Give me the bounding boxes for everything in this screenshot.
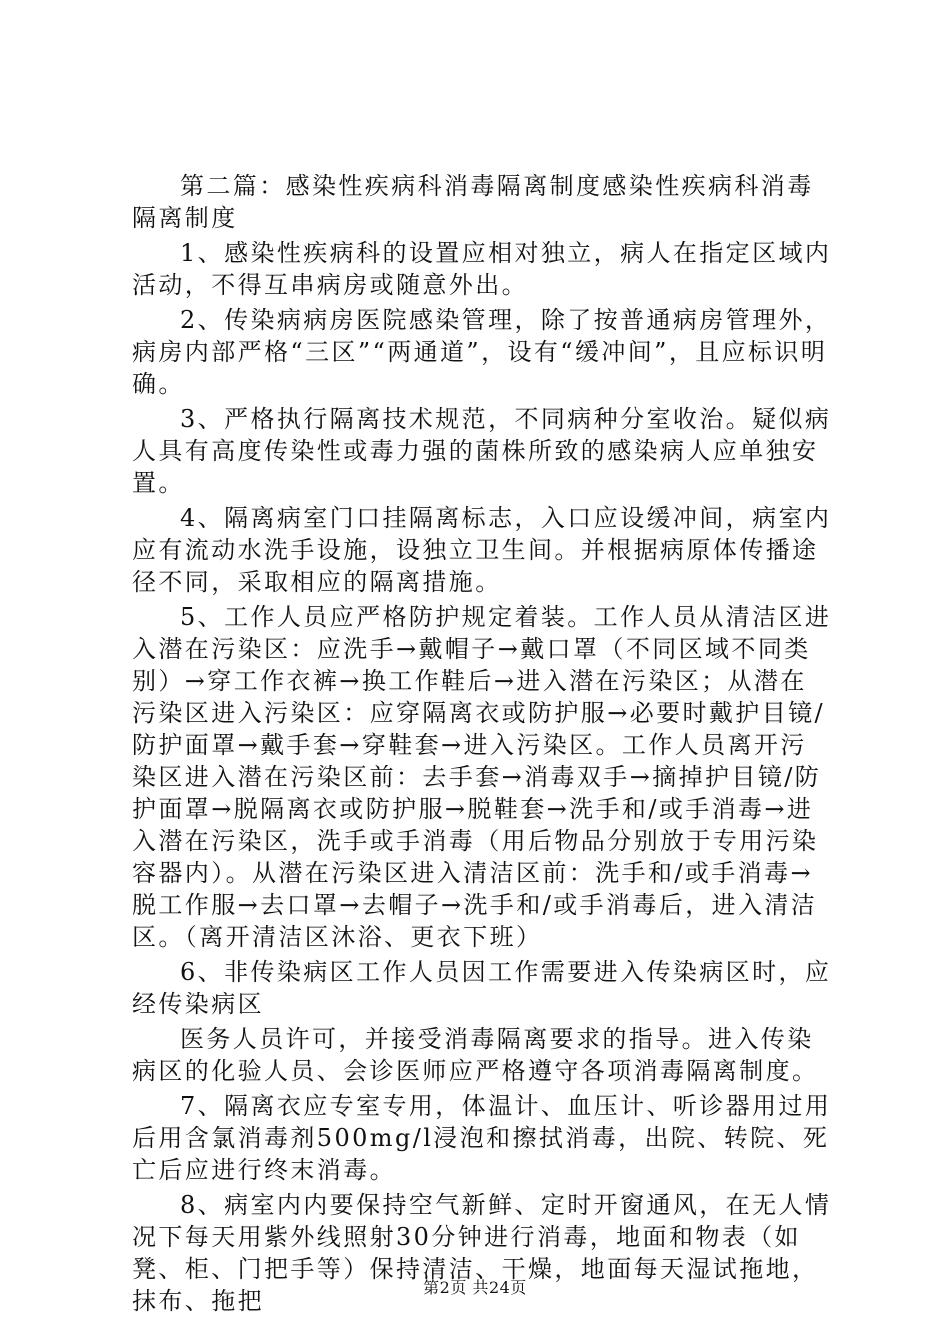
paragraph-item-5: 5、工作人员应严格防护规定着装。工作人员从清洁区进入潜在污染区：应洗手→戴帽子→戴口罩（不同区域不同类别）→穿工作衣裤→换工作鞋后→进入潜在污染区；从潜在污染区进入污染区：应穿隔离衣或防护服→必要时戴护目镜/防护面罩→戴手套→穿鞋套→进入污染区。工作人员离开污染区进入潜在污染区前：去手套→消毒双手→摘掉护目镜/防护面罩→脱隔离衣或防护服→脱鞋套→洗手和/或手消毒→进入潜在污染区，洗手或手消毒（用后物品分别放于专用污染容器内）。从潜在污染区进入清洁区前：洗手和/或手消毒→脱工作服→去口罩→去帽子→洗手和/或手消毒后，进入清洁区。（离开清洁区沐浴、更衣下班） [132,603,832,951]
paragraph-item-7: 7、隔离衣应专室专用，体温计、血压计、听诊器用过用后用含氯消毒剂500mg/l浸泡和擦拭消毒，出院、转院、死亡后应进行终末消毒。 [132,1092,832,1184]
document-body [132,170,832,1320]
paragraph-item-4: 4、隔离病室门口挂隔离标志，入口应设缓冲间，病室内应有流动水洗手设施，设独立卫生间。并根据病原体传播途径不同，采取相应的隔离措施。 [132,504,832,596]
paragraph-item-8: 8、病室内内要保持空气新鲜、定时开窗通风，在无人情况下每天用紫外线照射30分钟进行消毒，地面和物表（如凳、柜、门把手等）保持清洁、干燥，地面每天湿试拖地，抹布、拖把 [132,1191,832,1315]
paragraph-item-1: 1、感染性疾病科的设置应相对独立，病人在指定区域内活动，不得互串病房或随意外出。 [132,239,832,299]
document-heading: 第二篇：感染性疾病科消毒隔离制度感染性疾病科消毒隔离制度 [132,172,814,232]
page-number-footer: 第2页 共24页 [423,1278,527,1297]
paragraph-item-3: 3、严格执行隔离技术规范，不同病种分室收治。疑似病人具有高度传染性或毒力强的菌株所致的感染病人应单独安置。 [132,405,832,497]
paragraph-item-2: 2、传染病病房医院感染管理，除了按普通病房管理外，病房内部严格“三区”“两通道”，设有“缓冲间”，且应标识明确。 [132,306,832,398]
paragraph-item-6: 6、非传染病区工作人员因工作需要进入传染病区时，应经传染病区 [132,958,832,1018]
paragraph-item-6-continued: 医务人员许可，并接受消毒隔离要求的指导。进入传染病区的化验人员、会诊医师应严格遵守各项消毒隔离制度。 [132,1025,819,1085]
